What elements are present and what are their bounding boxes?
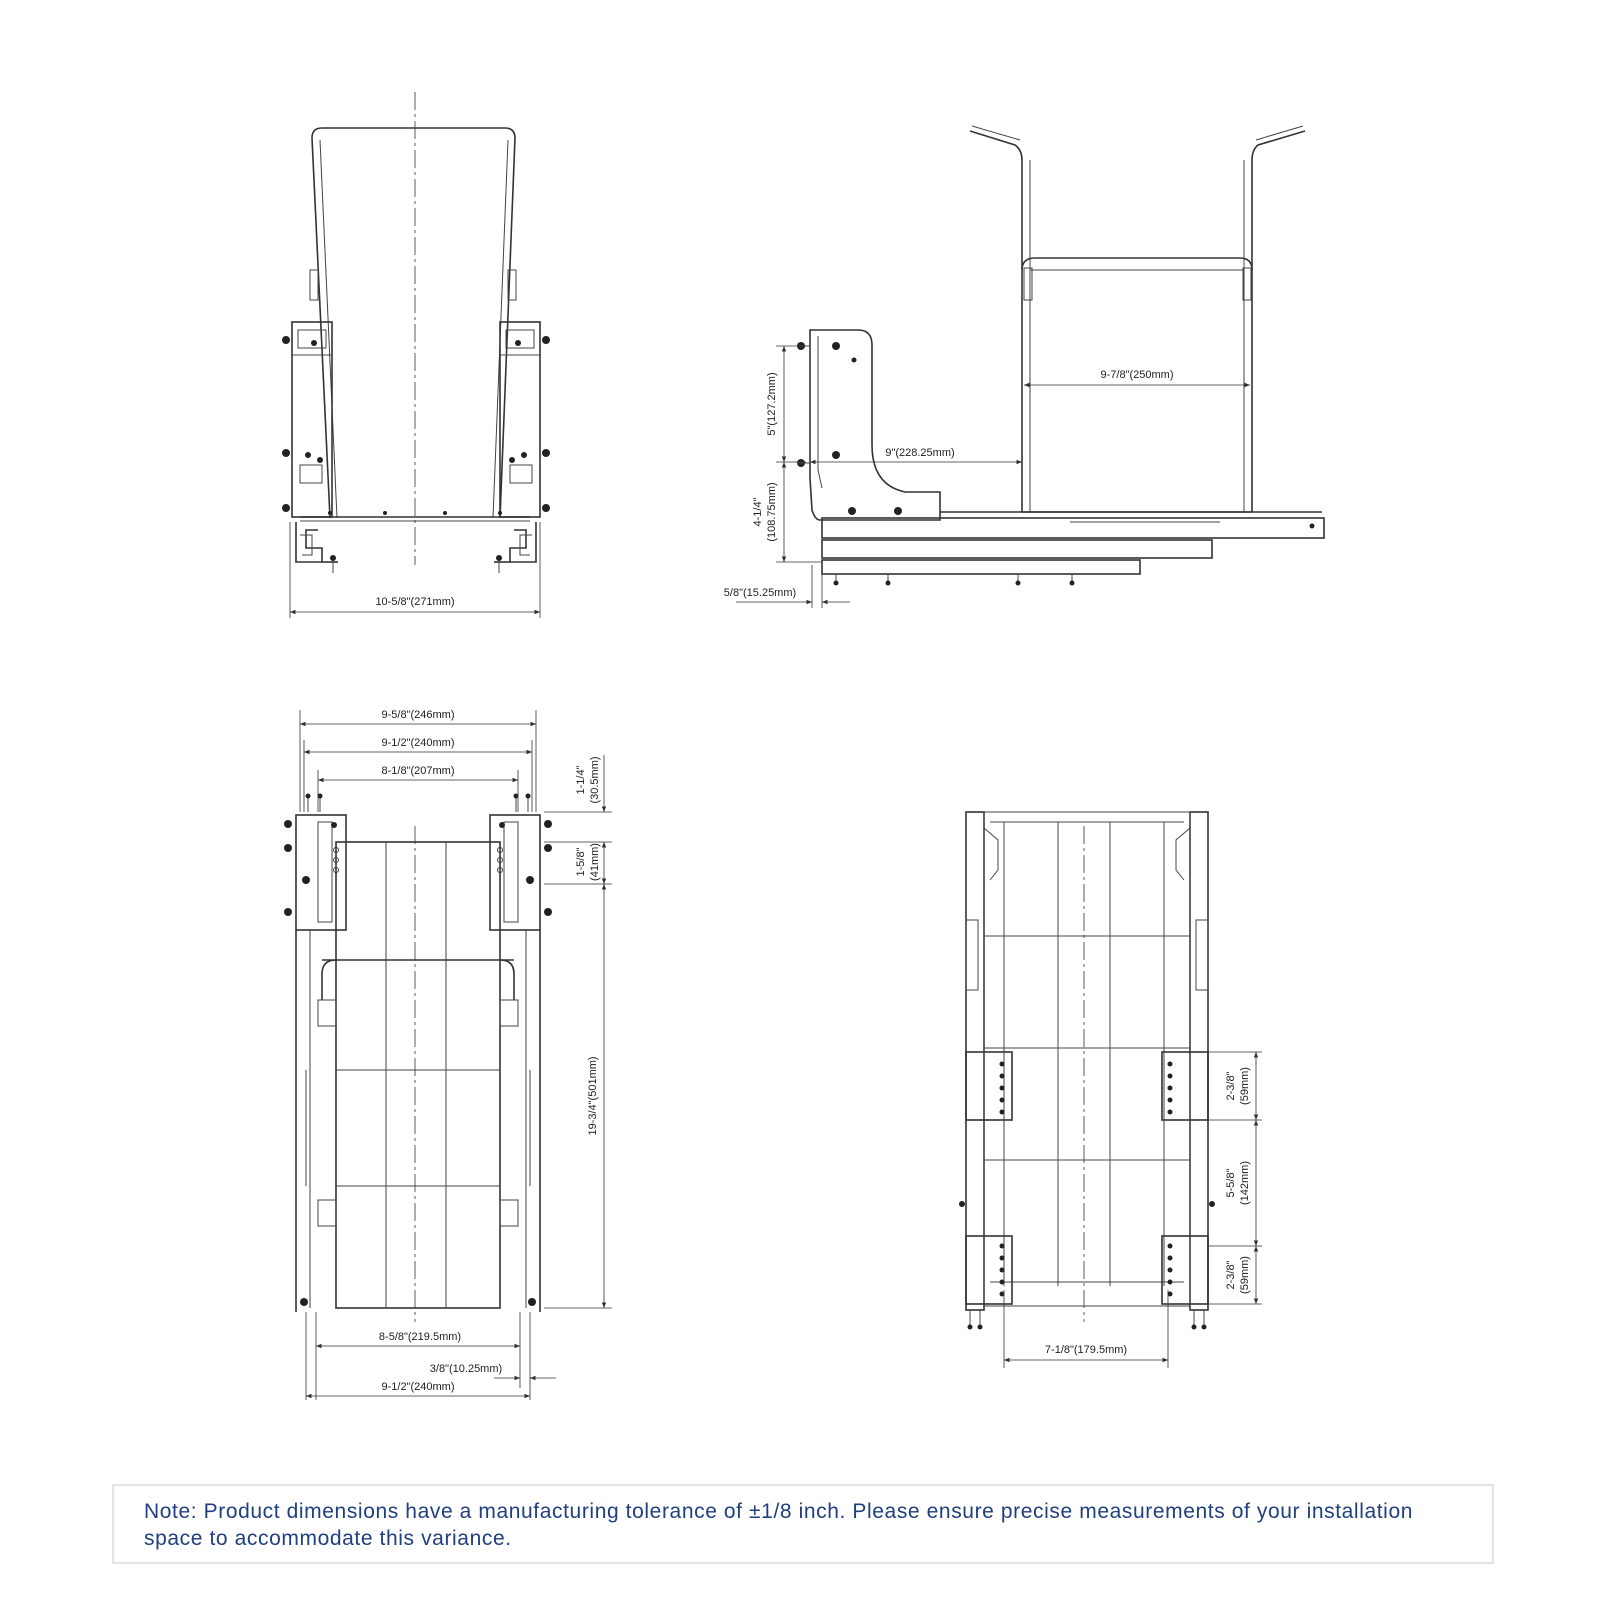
side-height-label-2b: (108.75mm) <box>766 482 778 542</box>
tolerance-note-box <box>112 1484 1494 1564</box>
top-gap-label-a: 1-1/4" <box>575 765 587 795</box>
top-gap-label-b: (30.5mm) <box>589 756 601 804</box>
hole-gap-label-a: 1-5/8" <box>575 847 587 877</box>
side-height-label-2a: 4-1/4" <box>752 497 764 527</box>
slot-1-label-b: (59mm) <box>1239 1067 1251 1105</box>
side-offset-dim-label: 3/8"(10.25mm) <box>429 1363 503 1375</box>
slot-2-label-b: (59mm) <box>1239 1256 1251 1294</box>
slot-1-label-a: 2-3/8" <box>1225 1071 1237 1101</box>
side-view <box>724 126 1324 608</box>
side-offset-label: 5/8"(15.25mm) <box>723 587 797 599</box>
side-depth-label: 9"(228.25mm) <box>885 447 955 459</box>
top-width-inner-label: 8-1/8"(207mm) <box>381 765 455 777</box>
slot-gap-label-a: 5-5/8" <box>1225 1168 1237 1198</box>
tolerance-note: Note: Product dimensions have a manufacturing tolerance of ±1/8 inch. Please ensure precise measurements of your installation space to accommodate this variance. <box>144 1500 1414 1550</box>
bottom-view <box>959 812 1262 1368</box>
basket-width-label: 8-5/8"(219.5mm) <box>378 1331 462 1343</box>
bottom-width-label: 9-1/2"(240mm) <box>381 1381 455 1393</box>
top-view <box>284 709 612 1400</box>
hole-gap-label-b: (41mm) <box>589 843 601 881</box>
slot-gap-label-b: (142mm) <box>1239 1160 1251 1206</box>
side-height-label-1: 5"(127.2mm) <box>766 372 778 436</box>
top-width-outer-label: 9-5/8"(246mm) <box>381 709 455 721</box>
slot-2-label-a: 2-3/8" <box>1225 1260 1237 1290</box>
side-basket-width-label: 9-7/8"(250mm) <box>1100 369 1174 381</box>
front-view <box>282 92 550 618</box>
top-width-mid-label: 9-1/2"(240mm) <box>381 737 455 749</box>
rail-span-label: 7-1/8"(179.5mm) <box>1044 1344 1128 1356</box>
front-width-label: 10-5/8"(271mm) <box>375 596 455 608</box>
length-label: 19-3/4"(501mm) <box>587 1056 599 1136</box>
